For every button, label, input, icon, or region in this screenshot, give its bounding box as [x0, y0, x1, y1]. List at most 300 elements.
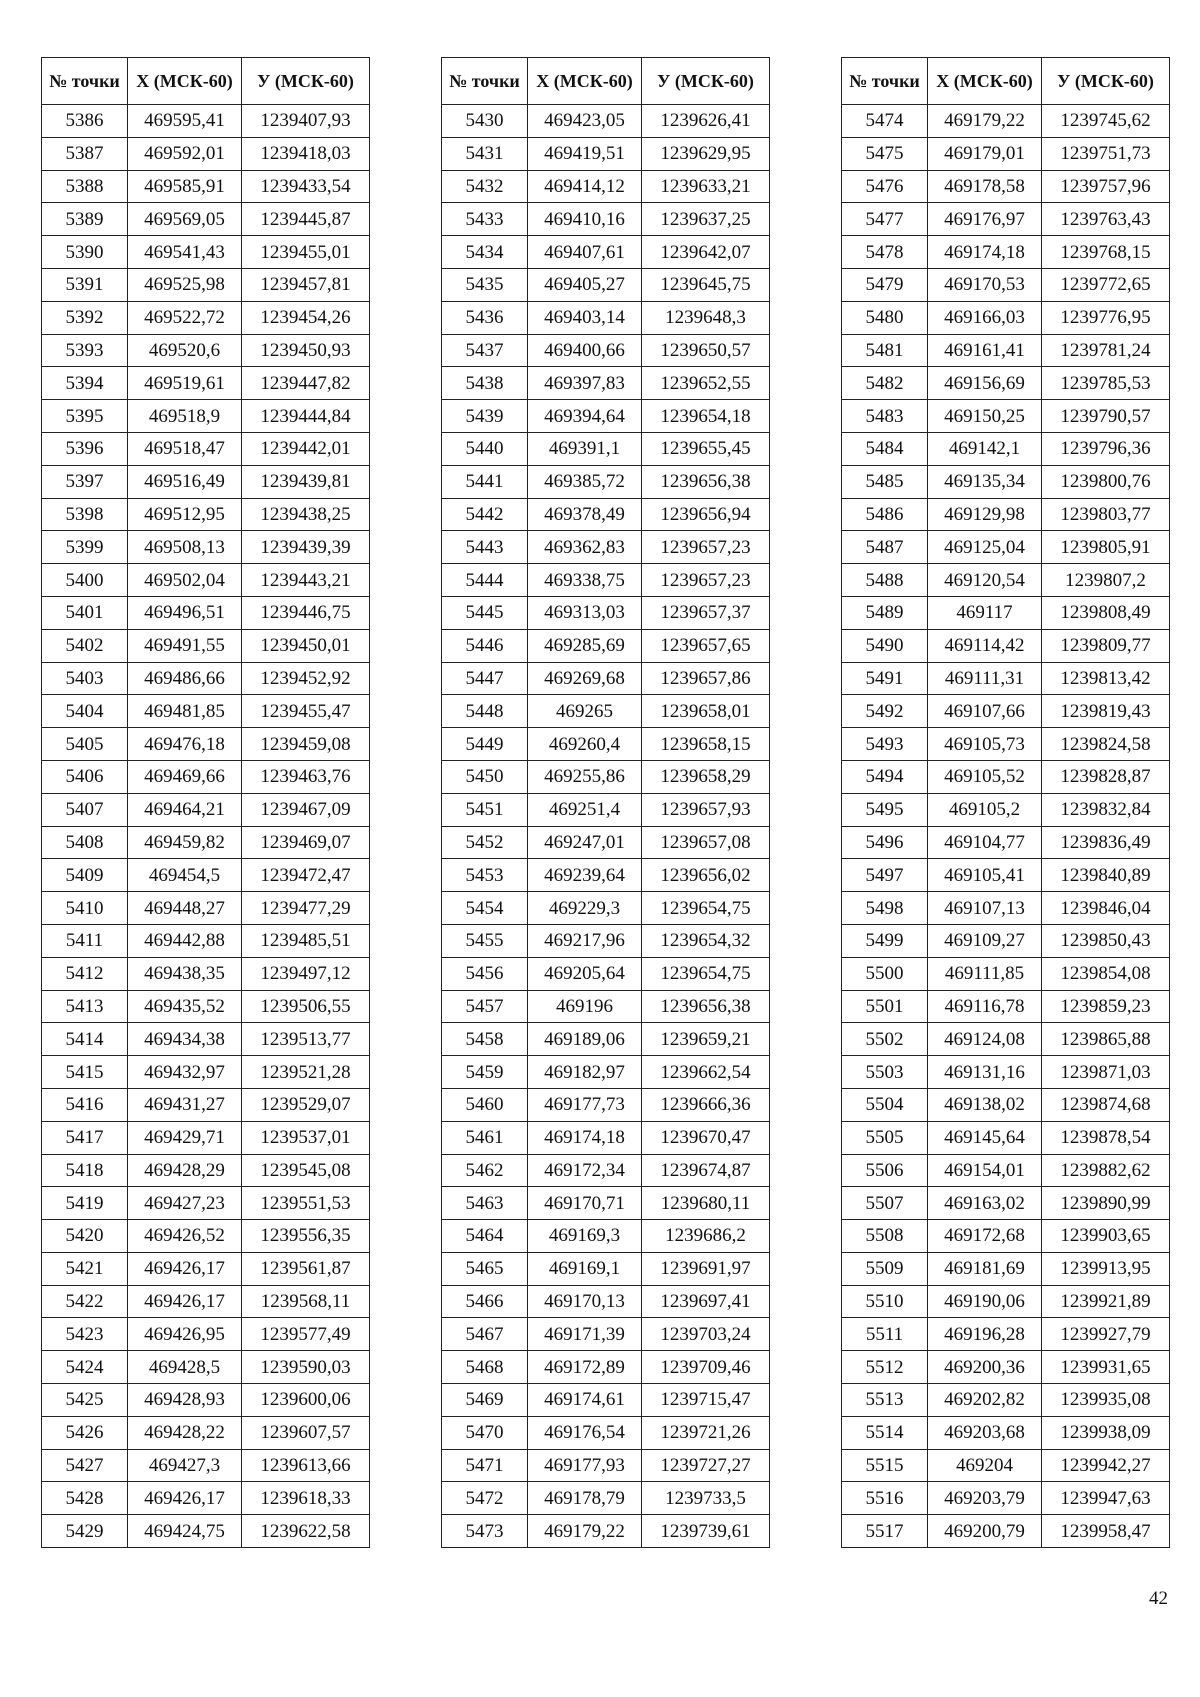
- table-row: [42, 465, 370, 498]
- table-row: [442, 203, 770, 236]
- y-coordinate-cell: 1239452,92: [242, 662, 370, 695]
- table-row: [42, 695, 370, 728]
- y-coordinate-cell: 1239703,24: [642, 1318, 770, 1351]
- x-coordinate-cell: 469431,27: [128, 1088, 242, 1121]
- point-number-cell: 5434: [442, 236, 528, 269]
- point-number-cell: 5506: [842, 1154, 928, 1187]
- x-coordinate-cell: 469171,39: [528, 1318, 642, 1351]
- table-row: [42, 367, 370, 400]
- y-coordinate-cell: 1239921,89: [1042, 1285, 1170, 1318]
- x-coordinate-cell: 469442,88: [128, 924, 242, 957]
- table-row: [842, 268, 1170, 301]
- header-y-coordinate: У (МСК-60): [1042, 58, 1170, 105]
- point-number-cell: 5447: [442, 662, 528, 695]
- table-header-row: [842, 58, 1170, 105]
- y-coordinate-cell: 1239447,82: [242, 367, 370, 400]
- y-coordinate-cell: 1239438,25: [242, 498, 370, 531]
- x-coordinate-cell: 469176,54: [528, 1416, 642, 1449]
- y-coordinate-cell: 1239768,15: [1042, 236, 1170, 269]
- point-number-cell: 5453: [442, 859, 528, 892]
- x-coordinate-cell: 469362,83: [528, 531, 642, 564]
- point-number-cell: 5456: [442, 957, 528, 990]
- table-row: [42, 1384, 370, 1417]
- point-number-cell: 5415: [42, 1056, 128, 1089]
- table-row: [42, 400, 370, 433]
- x-coordinate-cell: 469105,2: [928, 793, 1042, 826]
- table-body: [42, 105, 370, 1548]
- point-number-cell: 5413: [42, 990, 128, 1023]
- y-coordinate-cell: 1239485,51: [242, 924, 370, 957]
- point-number-cell: 5475: [842, 137, 928, 170]
- y-coordinate-cell: 1239942,27: [1042, 1449, 1170, 1482]
- table-row: [42, 1056, 370, 1089]
- table-row: [42, 531, 370, 564]
- y-coordinate-cell: 1239450,01: [242, 629, 370, 662]
- table-row: [442, 1088, 770, 1121]
- point-number-cell: 5437: [442, 334, 528, 367]
- table-row: [842, 137, 1170, 170]
- table-row: [842, 695, 1170, 728]
- x-coordinate-cell: 469117: [928, 596, 1042, 629]
- x-coordinate-cell: 469428,93: [128, 1384, 242, 1417]
- table-row: [442, 268, 770, 301]
- table-header-row: [42, 58, 370, 105]
- point-number-cell: 5471: [442, 1449, 528, 1482]
- x-coordinate-cell: 469525,98: [128, 268, 242, 301]
- y-coordinate-cell: 1239656,94: [642, 498, 770, 531]
- point-number-cell: 5433: [442, 203, 528, 236]
- y-coordinate-cell: 1239832,84: [1042, 793, 1170, 826]
- header-point-number: № точки: [442, 58, 528, 105]
- x-coordinate-cell: 469464,21: [128, 793, 242, 826]
- table-row: [442, 1482, 770, 1515]
- table-row: [42, 334, 370, 367]
- table-row: [442, 301, 770, 334]
- table-row: [442, 859, 770, 892]
- y-coordinate-cell: 1239654,18: [642, 400, 770, 433]
- point-number-cell: 5443: [442, 531, 528, 564]
- x-coordinate-cell: 469239,64: [528, 859, 642, 892]
- table-row: [842, 1482, 1170, 1515]
- y-coordinate-cell: 1239657,93: [642, 793, 770, 826]
- point-number-cell: 5401: [42, 596, 128, 629]
- y-coordinate-cell: 1239751,73: [1042, 137, 1170, 170]
- y-coordinate-cell: 1239654,75: [642, 892, 770, 925]
- y-coordinate-cell: 1239622,58: [242, 1515, 370, 1548]
- table-row: [442, 1252, 770, 1285]
- table-row: [442, 1187, 770, 1220]
- point-number-cell: 5451: [442, 793, 528, 826]
- point-number-cell: 5429: [42, 1515, 128, 1548]
- point-number-cell: 5408: [42, 826, 128, 859]
- table-row: [442, 662, 770, 695]
- table-row: [442, 1449, 770, 1482]
- table-row: [442, 137, 770, 170]
- table-row: [42, 268, 370, 301]
- point-number-cell: 5503: [842, 1056, 928, 1089]
- point-number-cell: 5440: [442, 432, 528, 465]
- x-coordinate-cell: 469111,31: [928, 662, 1042, 695]
- x-coordinate-cell: 469217,96: [528, 924, 642, 957]
- point-number-cell: 5391: [42, 268, 128, 301]
- table-body: [442, 105, 770, 1548]
- table-row: [42, 432, 370, 465]
- table-row: [842, 1088, 1170, 1121]
- table-row: [42, 170, 370, 203]
- table-row: [42, 301, 370, 334]
- point-number-cell: 5402: [42, 629, 128, 662]
- table-row: [442, 760, 770, 793]
- point-number-cell: 5407: [42, 793, 128, 826]
- x-coordinate-cell: 469403,14: [528, 301, 642, 334]
- y-coordinate-cell: 1239457,81: [242, 268, 370, 301]
- coordinates-table-2: [441, 57, 770, 1548]
- x-coordinate-cell: 469512,95: [128, 498, 242, 531]
- table-row: [842, 760, 1170, 793]
- table-row: [842, 432, 1170, 465]
- table-row: [442, 1056, 770, 1089]
- page-number: 42: [1149, 1588, 1168, 1609]
- point-number-cell: 5515: [842, 1449, 928, 1482]
- y-coordinate-cell: 1239513,77: [242, 1023, 370, 1056]
- point-number-cell: 5409: [42, 859, 128, 892]
- x-coordinate-cell: 469385,72: [528, 465, 642, 498]
- x-coordinate-cell: 469426,17: [128, 1285, 242, 1318]
- point-number-cell: 5463: [442, 1187, 528, 1220]
- point-number-cell: 5517: [842, 1515, 928, 1548]
- table-row: [842, 1416, 1170, 1449]
- table-row: [442, 1416, 770, 1449]
- x-coordinate-cell: 469518,47: [128, 432, 242, 465]
- x-coordinate-cell: 469174,61: [528, 1384, 642, 1417]
- table-row: [42, 1023, 370, 1056]
- table-row: [442, 564, 770, 597]
- x-coordinate-cell: 469177,73: [528, 1088, 642, 1121]
- y-coordinate-cell: 1239836,49: [1042, 826, 1170, 859]
- point-number-cell: 5454: [442, 892, 528, 925]
- x-coordinate-cell: 469541,43: [128, 236, 242, 269]
- y-coordinate-cell: 1239657,23: [642, 564, 770, 597]
- y-coordinate-cell: 1239697,41: [642, 1285, 770, 1318]
- table-row: [42, 1285, 370, 1318]
- point-number-cell: 5486: [842, 498, 928, 531]
- x-coordinate-cell: 469114,42: [928, 629, 1042, 662]
- y-coordinate-cell: 1239846,04: [1042, 892, 1170, 925]
- header-x-coordinate: Х (МСК-60): [928, 58, 1042, 105]
- point-number-cell: 5444: [442, 564, 528, 597]
- table-row: [842, 1318, 1170, 1351]
- y-coordinate-cell: 1239776,95: [1042, 301, 1170, 334]
- point-number-cell: 5505: [842, 1121, 928, 1154]
- y-coordinate-cell: 1239657,08: [642, 826, 770, 859]
- table-body: [842, 105, 1170, 1548]
- x-coordinate-cell: 469169,3: [528, 1220, 642, 1253]
- y-coordinate-cell: 1239686,2: [642, 1220, 770, 1253]
- y-coordinate-cell: 1239785,53: [1042, 367, 1170, 400]
- table-row: [442, 892, 770, 925]
- y-coordinate-cell: 1239657,65: [642, 629, 770, 662]
- table-row: [842, 1252, 1170, 1285]
- y-coordinate-cell: 1239407,93: [242, 105, 370, 138]
- x-coordinate-cell: 469229,3: [528, 892, 642, 925]
- point-number-cell: 5438: [442, 367, 528, 400]
- y-coordinate-cell: 1239455,01: [242, 236, 370, 269]
- x-coordinate-cell: 469313,03: [528, 596, 642, 629]
- x-coordinate-cell: 469427,3: [128, 1449, 242, 1482]
- point-number-cell: 5388: [42, 170, 128, 203]
- table-row: [842, 990, 1170, 1023]
- point-number-cell: 5466: [442, 1285, 528, 1318]
- point-number-cell: 5425: [42, 1384, 128, 1417]
- point-number-cell: 5457: [442, 990, 528, 1023]
- table-row: [42, 629, 370, 662]
- x-coordinate-cell: 469129,98: [928, 498, 1042, 531]
- point-number-cell: 5393: [42, 334, 128, 367]
- y-coordinate-cell: 1239637,25: [642, 203, 770, 236]
- y-coordinate-cell: 1239809,77: [1042, 629, 1170, 662]
- table-row: [842, 1187, 1170, 1220]
- x-coordinate-cell: 469124,08: [928, 1023, 1042, 1056]
- point-number-cell: 5497: [842, 859, 928, 892]
- y-coordinate-cell: 1239551,53: [242, 1187, 370, 1220]
- x-coordinate-cell: 469105,41: [928, 859, 1042, 892]
- table-row: [442, 170, 770, 203]
- y-coordinate-cell: 1239652,55: [642, 367, 770, 400]
- point-number-cell: 5435: [442, 268, 528, 301]
- point-number-cell: 5392: [42, 301, 128, 334]
- table-row: [42, 137, 370, 170]
- table-row: [42, 924, 370, 957]
- x-coordinate-cell: 469251,4: [528, 793, 642, 826]
- y-coordinate-cell: 1239629,95: [642, 137, 770, 170]
- y-coordinate-cell: 1239854,08: [1042, 957, 1170, 990]
- y-coordinate-cell: 1239913,95: [1042, 1252, 1170, 1285]
- point-number-cell: 5507: [842, 1187, 928, 1220]
- table-row: [442, 1220, 770, 1253]
- point-number-cell: 5427: [42, 1449, 128, 1482]
- point-number-cell: 5490: [842, 629, 928, 662]
- table-row: [442, 531, 770, 564]
- x-coordinate-cell: 469174,18: [928, 236, 1042, 269]
- y-coordinate-cell: 1239443,21: [242, 564, 370, 597]
- point-number-cell: 5509: [842, 1252, 928, 1285]
- point-number-cell: 5488: [842, 564, 928, 597]
- table-row: [842, 203, 1170, 236]
- x-coordinate-cell: 469405,27: [528, 268, 642, 301]
- point-number-cell: 5493: [842, 728, 928, 761]
- table-row: [842, 924, 1170, 957]
- x-coordinate-cell: 469142,1: [928, 432, 1042, 465]
- point-number-cell: 5496: [842, 826, 928, 859]
- y-coordinate-cell: 1239781,24: [1042, 334, 1170, 367]
- table-row: [42, 1482, 370, 1515]
- point-number-cell: 5468: [442, 1351, 528, 1384]
- table-row: [442, 924, 770, 957]
- table-row: [442, 1515, 770, 1548]
- y-coordinate-cell: 1239446,75: [242, 596, 370, 629]
- x-coordinate-cell: 469107,66: [928, 695, 1042, 728]
- point-number-cell: 5390: [42, 236, 128, 269]
- header-y-coordinate: У (МСК-60): [642, 58, 770, 105]
- x-coordinate-cell: 469138,02: [928, 1088, 1042, 1121]
- table-row: [42, 1416, 370, 1449]
- point-number-cell: 5403: [42, 662, 128, 695]
- y-coordinate-cell: 1239545,08: [242, 1154, 370, 1187]
- point-number-cell: 5508: [842, 1220, 928, 1253]
- table-header-row: [442, 58, 770, 105]
- x-coordinate-cell: 469519,61: [128, 367, 242, 400]
- table-row: [42, 957, 370, 990]
- y-coordinate-cell: 1239521,28: [242, 1056, 370, 1089]
- table-row: [42, 203, 370, 236]
- point-number-cell: 5484: [842, 432, 928, 465]
- point-number-cell: 5513: [842, 1384, 928, 1417]
- point-number-cell: 5398: [42, 498, 128, 531]
- point-number-cell: 5397: [42, 465, 128, 498]
- table-row: [42, 1220, 370, 1253]
- point-number-cell: 5494: [842, 760, 928, 793]
- table-row: [442, 990, 770, 1023]
- point-number-cell: 5510: [842, 1285, 928, 1318]
- x-coordinate-cell: 469178,79: [528, 1482, 642, 1515]
- point-number-cell: 5395: [42, 400, 128, 433]
- x-coordinate-cell: 469170,13: [528, 1285, 642, 1318]
- table-row: [442, 826, 770, 859]
- y-coordinate-cell: 1239590,03: [242, 1351, 370, 1384]
- point-number-cell: 5448: [442, 695, 528, 728]
- point-number-cell: 5470: [442, 1416, 528, 1449]
- point-number-cell: 5480: [842, 301, 928, 334]
- point-number-cell: 5491: [842, 662, 928, 695]
- table-row: [442, 629, 770, 662]
- x-coordinate-cell: 469378,49: [528, 498, 642, 531]
- table-row: [442, 1285, 770, 1318]
- x-coordinate-cell: 469170,71: [528, 1187, 642, 1220]
- y-coordinate-cell: 1239658,15: [642, 728, 770, 761]
- x-coordinate-cell: 469438,35: [128, 957, 242, 990]
- x-coordinate-cell: 469569,05: [128, 203, 242, 236]
- y-coordinate-cell: 1239506,55: [242, 990, 370, 1023]
- y-coordinate-cell: 1239556,35: [242, 1220, 370, 1253]
- y-coordinate-cell: 1239656,38: [642, 990, 770, 1023]
- table-row: [442, 793, 770, 826]
- y-coordinate-cell: 1239477,29: [242, 892, 370, 925]
- table-row: [42, 564, 370, 597]
- table-row: [42, 1449, 370, 1482]
- x-coordinate-cell: 469338,75: [528, 564, 642, 597]
- table-row: [42, 728, 370, 761]
- point-number-cell: 5411: [42, 924, 128, 957]
- header-point-number: № точки: [842, 58, 928, 105]
- y-coordinate-cell: 1239657,23: [642, 531, 770, 564]
- x-coordinate-cell: 469179,22: [528, 1515, 642, 1548]
- point-number-cell: 5396: [42, 432, 128, 465]
- x-coordinate-cell: 469397,83: [528, 367, 642, 400]
- y-coordinate-cell: 1239497,12: [242, 957, 370, 990]
- x-coordinate-cell: 469105,52: [928, 760, 1042, 793]
- header-x-coordinate: Х (МСК-60): [528, 58, 642, 105]
- x-coordinate-cell: 469518,9: [128, 400, 242, 433]
- point-number-cell: 5412: [42, 957, 128, 990]
- x-coordinate-cell: 469135,34: [928, 465, 1042, 498]
- table-row: [842, 826, 1170, 859]
- table-row: [442, 1318, 770, 1351]
- x-coordinate-cell: 469179,01: [928, 137, 1042, 170]
- point-number-cell: 5458: [442, 1023, 528, 1056]
- point-number-cell: 5465: [442, 1252, 528, 1285]
- point-number-cell: 5461: [442, 1121, 528, 1154]
- point-number-cell: 5432: [442, 170, 528, 203]
- x-coordinate-cell: 469476,18: [128, 728, 242, 761]
- table-row: [442, 1154, 770, 1187]
- y-coordinate-cell: 1239890,99: [1042, 1187, 1170, 1220]
- table-row: [842, 662, 1170, 695]
- point-number-cell: 5492: [842, 695, 928, 728]
- y-coordinate-cell: 1239757,96: [1042, 170, 1170, 203]
- y-coordinate-cell: 1239658,29: [642, 760, 770, 793]
- point-number-cell: 5495: [842, 793, 928, 826]
- x-coordinate-cell: 469469,66: [128, 760, 242, 793]
- point-number-cell: 5516: [842, 1482, 928, 1515]
- y-coordinate-cell: 1239824,58: [1042, 728, 1170, 761]
- point-number-cell: 5462: [442, 1154, 528, 1187]
- header-x-coordinate: Х (МСК-60): [128, 58, 242, 105]
- x-coordinate-cell: 469454,5: [128, 859, 242, 892]
- x-coordinate-cell: 469394,64: [528, 400, 642, 433]
- x-coordinate-cell: 469432,97: [128, 1056, 242, 1089]
- table-row: [442, 695, 770, 728]
- y-coordinate-cell: 1239600,06: [242, 1384, 370, 1417]
- point-number-cell: 5479: [842, 268, 928, 301]
- point-number-cell: 5400: [42, 564, 128, 597]
- y-coordinate-cell: 1239654,75: [642, 957, 770, 990]
- x-coordinate-cell: 469111,85: [928, 957, 1042, 990]
- x-coordinate-cell: 469166,03: [928, 301, 1042, 334]
- point-number-cell: 5502: [842, 1023, 928, 1056]
- x-coordinate-cell: 469182,97: [528, 1056, 642, 1089]
- table-row: [442, 105, 770, 138]
- coordinates-table-3: [841, 57, 1170, 1548]
- x-coordinate-cell: 469172,89: [528, 1351, 642, 1384]
- x-coordinate-cell: 469200,36: [928, 1351, 1042, 1384]
- table-row: [442, 596, 770, 629]
- point-number-cell: 5452: [442, 826, 528, 859]
- x-coordinate-cell: 469204: [928, 1449, 1042, 1482]
- x-coordinate-cell: 469163,02: [928, 1187, 1042, 1220]
- x-coordinate-cell: 469414,12: [528, 170, 642, 203]
- y-coordinate-cell: 1239733,5: [642, 1482, 770, 1515]
- y-coordinate-cell: 1239455,47: [242, 695, 370, 728]
- x-coordinate-cell: 469174,18: [528, 1121, 642, 1154]
- table-row: [42, 760, 370, 793]
- y-coordinate-cell: 1239903,65: [1042, 1220, 1170, 1253]
- table-row: [42, 662, 370, 695]
- x-coordinate-cell: 469161,41: [928, 334, 1042, 367]
- point-number-cell: 5455: [442, 924, 528, 957]
- y-coordinate-cell: 1239561,87: [242, 1252, 370, 1285]
- y-coordinate-cell: 1239645,75: [642, 268, 770, 301]
- point-number-cell: 5485: [842, 465, 928, 498]
- x-coordinate-cell: 469116,78: [928, 990, 1042, 1023]
- y-coordinate-cell: 1239529,07: [242, 1088, 370, 1121]
- x-coordinate-cell: 469145,64: [928, 1121, 1042, 1154]
- table-row: [842, 1056, 1170, 1089]
- point-number-cell: 5450: [442, 760, 528, 793]
- x-coordinate-cell: 469255,86: [528, 760, 642, 793]
- x-coordinate-cell: 469203,68: [928, 1416, 1042, 1449]
- point-number-cell: 5482: [842, 367, 928, 400]
- point-number-cell: 5389: [42, 203, 128, 236]
